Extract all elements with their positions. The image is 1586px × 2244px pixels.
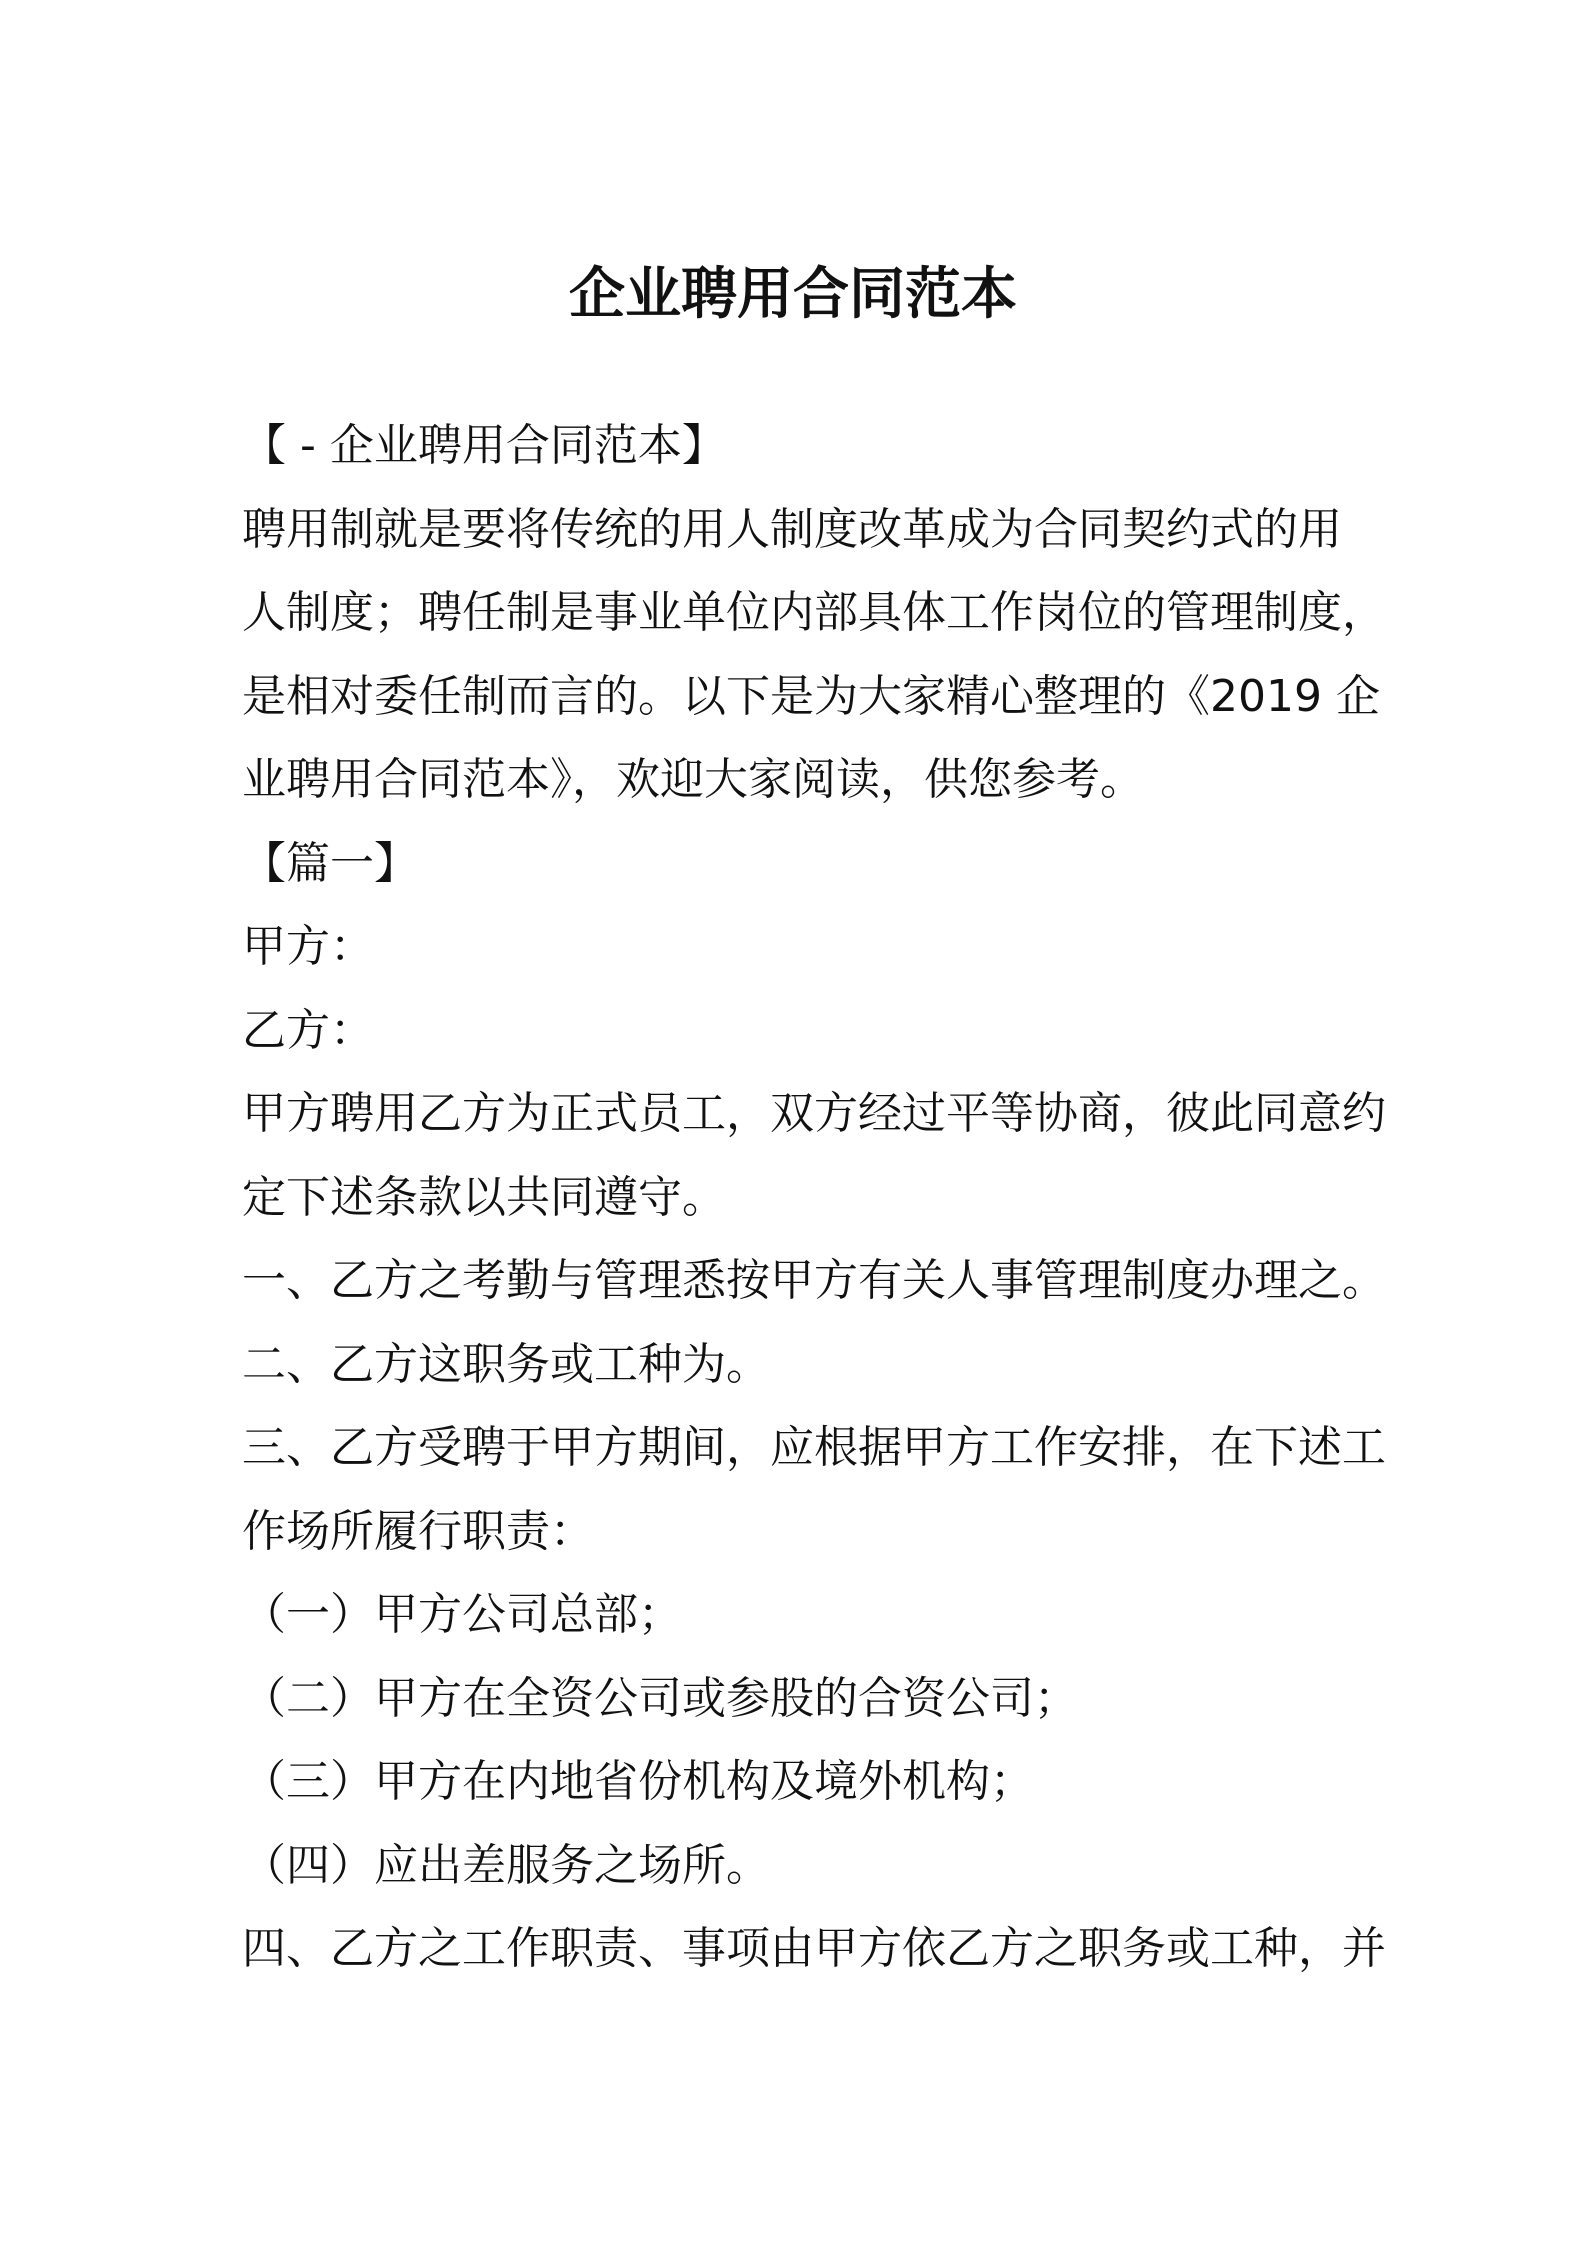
body-line: 定下述条款以共同遵守。 bbox=[242, 1171, 726, 1223]
agreement-paragraph bbox=[242, 1072, 1386, 1239]
body-line: 二、乙方这职务或工种为。 bbox=[242, 1338, 770, 1390]
part-heading bbox=[242, 822, 1362, 906]
section-heading bbox=[242, 404, 1362, 488]
sub-item-2 bbox=[242, 1657, 1362, 1741]
body-line: 是相对委任制而言的。以下是为大家精心整理的《2019 企 bbox=[242, 670, 1380, 722]
body-line: （二）甲方在全资公司或参股的合资公司； bbox=[242, 1672, 1078, 1724]
document-body bbox=[242, 404, 1386, 1991]
body-line: （一）甲方公司总部； bbox=[242, 1589, 682, 1640]
body-line: 人制度；聘任制是事业单位内部具体工作岗位的管理制度， bbox=[242, 587, 1386, 638]
body-line: （三）甲方在内地省份机构及境外机构； bbox=[242, 1756, 1034, 1807]
clause-3 bbox=[242, 1406, 1386, 1573]
body-line: 一、乙方之考勤与管理悉按甲方有关人事管理制度办理之。 bbox=[242, 1255, 1386, 1306]
sub-item-4 bbox=[242, 1824, 1362, 1908]
clause-1 bbox=[242, 1239, 1386, 1323]
body-line: 甲方聘用乙方为正式员工，双方经过平等协商，彼此同意约 bbox=[242, 1088, 1386, 1139]
clause-2 bbox=[242, 1323, 1362, 1407]
party-a-line bbox=[242, 905, 1362, 989]
body-line: 乙方： bbox=[242, 1004, 374, 1056]
body-line: 聘用制就是要将传统的用人制度改革成为合同契约式的用 bbox=[242, 503, 1342, 555]
body-line: 业聘用合同范本》，欢迎大家阅读，供您参考。 bbox=[242, 754, 1144, 805]
body-line: 甲方： bbox=[242, 921, 374, 972]
body-line: （四）应出差服务之场所。 bbox=[242, 1839, 770, 1891]
party-b-line bbox=[242, 989, 1362, 1073]
sub-item-3 bbox=[242, 1740, 1362, 1824]
sub-item-1 bbox=[242, 1573, 1362, 1657]
document-title: 企业聘用合同范本 bbox=[569, 262, 1017, 327]
intro-paragraph bbox=[242, 488, 1386, 822]
clause-4 bbox=[242, 1907, 1386, 1991]
body-line: 【 - 企业聘用合同范本】 bbox=[242, 420, 726, 471]
body-line: 【篇一】 bbox=[242, 837, 418, 889]
body-line: 三、乙方受聘于甲方期间，应根据甲方工作安排，在下述工 bbox=[242, 1422, 1386, 1473]
body-line: 作场所履行职责： bbox=[242, 1505, 594, 1557]
body-line: 四、乙方之工作职责、事项由甲方依乙方之职务或工种，并 bbox=[242, 1923, 1386, 1974]
